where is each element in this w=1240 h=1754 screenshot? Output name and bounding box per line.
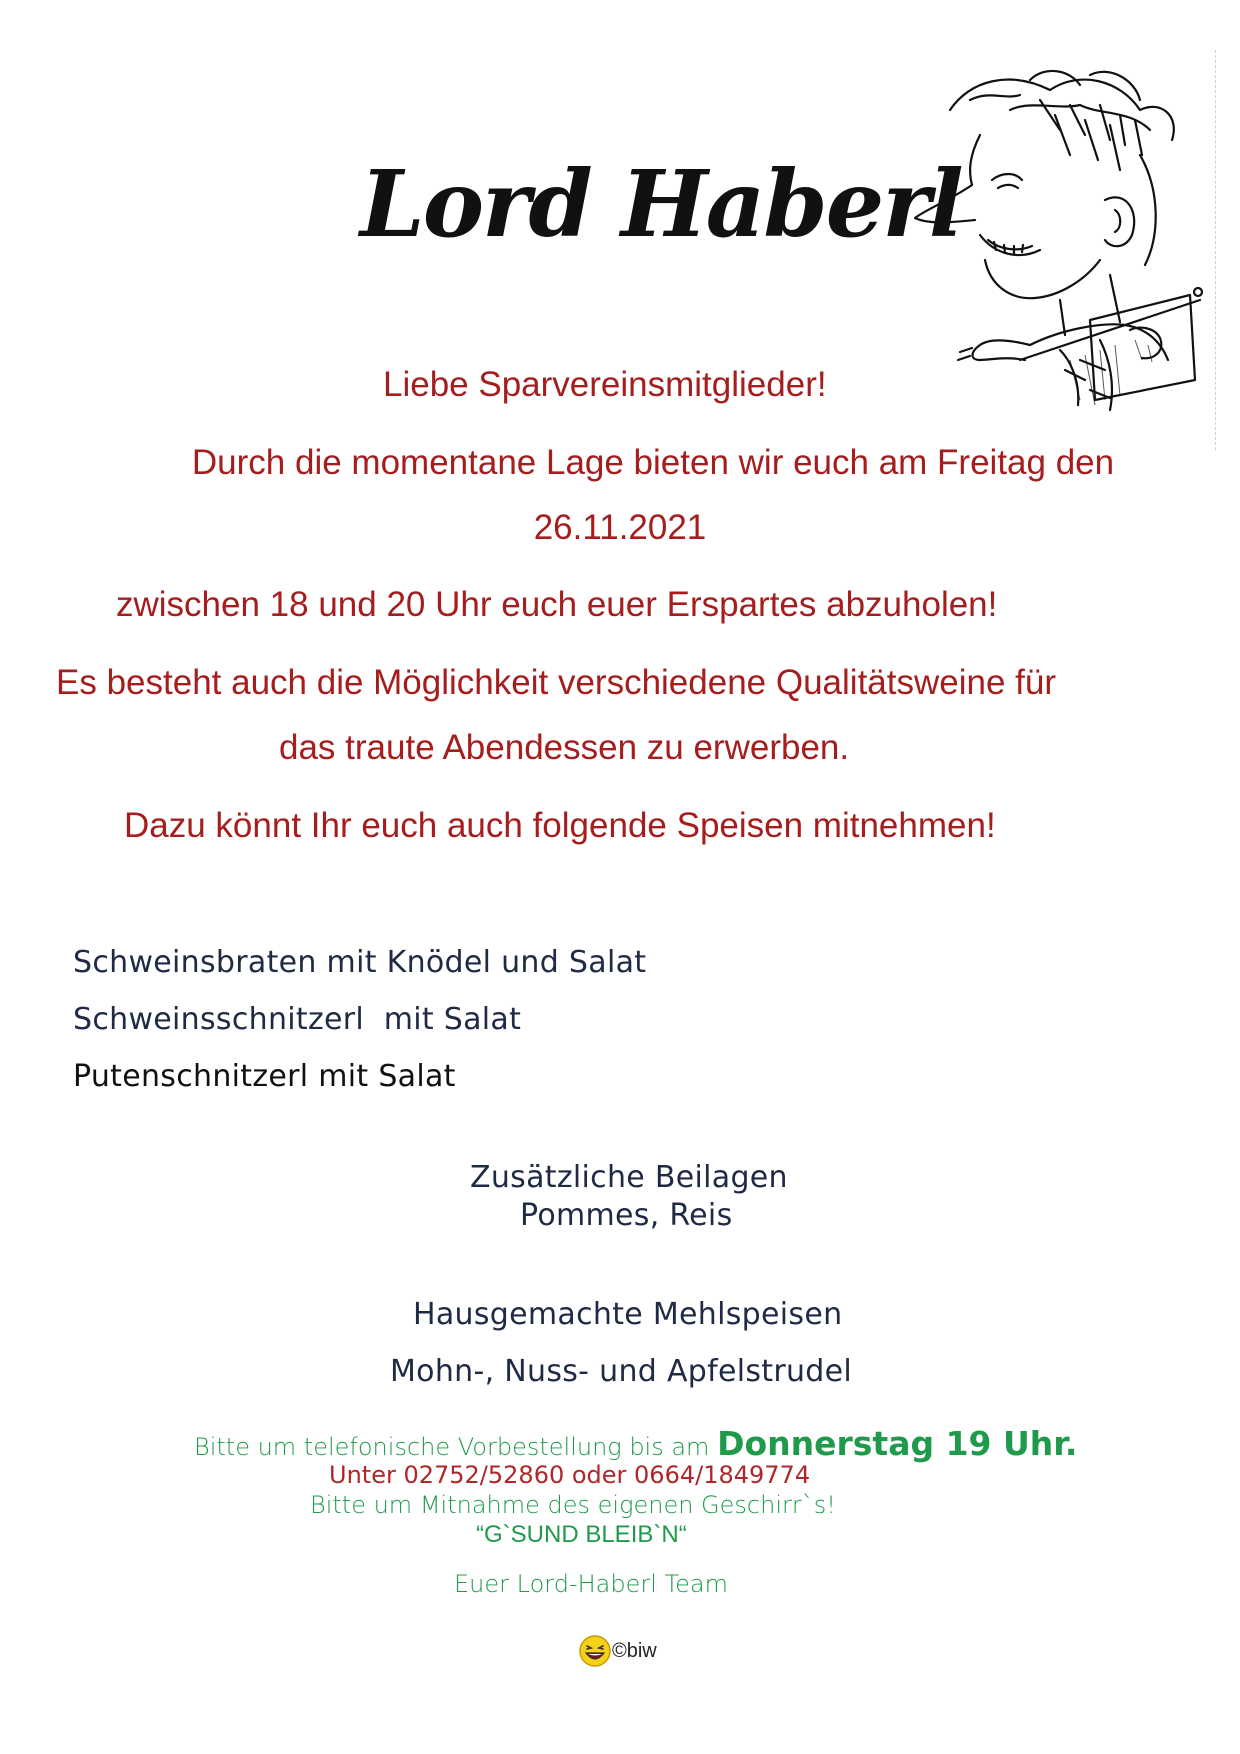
announcement-line-4: das traute Abendessen zu erwerben. [279, 728, 850, 767]
order-note [194, 1424, 1077, 1463]
order-note-prefix: Bitte um telefonische Vorbestellung bis am [194, 1433, 718, 1461]
announcement-line-1: Durch die momentane Lage bieten wir euch am Freitag den [191, 443, 1115, 482]
sides-title: Zusätzliche Beilagen [470, 1160, 788, 1195]
signature: Euer Lord-Haberl Team [454, 1570, 728, 1598]
sides-list: Pommes, Reis [520, 1198, 733, 1233]
desserts-list: Mohn-, Nuss- und Apfelstrudel [390, 1354, 853, 1389]
order-deadline: Donnerstag 19 Uhr. [717, 1424, 1078, 1463]
menu-item-schweinsbraten: Schweinsbraten mit Knödel und Salat [73, 945, 647, 980]
announcement-line-2: zwischen 18 und 20 Uhr euch euer Erspartes abzuholen! [116, 585, 998, 624]
caricature-man-with-flag-icon [910, 60, 1230, 450]
announcement-line-5: Dazu könnt Ihr euch auch folgende Speisen mitnehmen! [124, 806, 996, 845]
greeting: Liebe Sparvereinsmitglieder! [383, 365, 827, 404]
laughing-smiley-icon [578, 1634, 612, 1668]
announcement-line-3: Es besteht auch die Möglichkeit verschiedene Qualitätsweine für [56, 663, 1056, 702]
copyright: ©biw [612, 1640, 657, 1662]
menu-item-schweinsschnitzerl: Schweinsschnitzerl mit Salat [73, 1002, 522, 1037]
announcement-date: 26.11.2021 [533, 508, 707, 547]
desserts-title: Hausgemachte Mehlspeisen [413, 1297, 843, 1332]
slogan: “G`SUND BLEIB`N“ [476, 1521, 687, 1548]
dishes-note: Bitte um Mitnahme des eigenen Geschirr`s! [310, 1491, 836, 1519]
phone-numbers: Unter 02752/52860 oder 0664/1849774 [329, 1461, 811, 1489]
logo-title: Lord Haberl [360, 150, 962, 258]
menu-item-putenschnitzerl: Putenschnitzerl mit Salat [73, 1059, 456, 1094]
